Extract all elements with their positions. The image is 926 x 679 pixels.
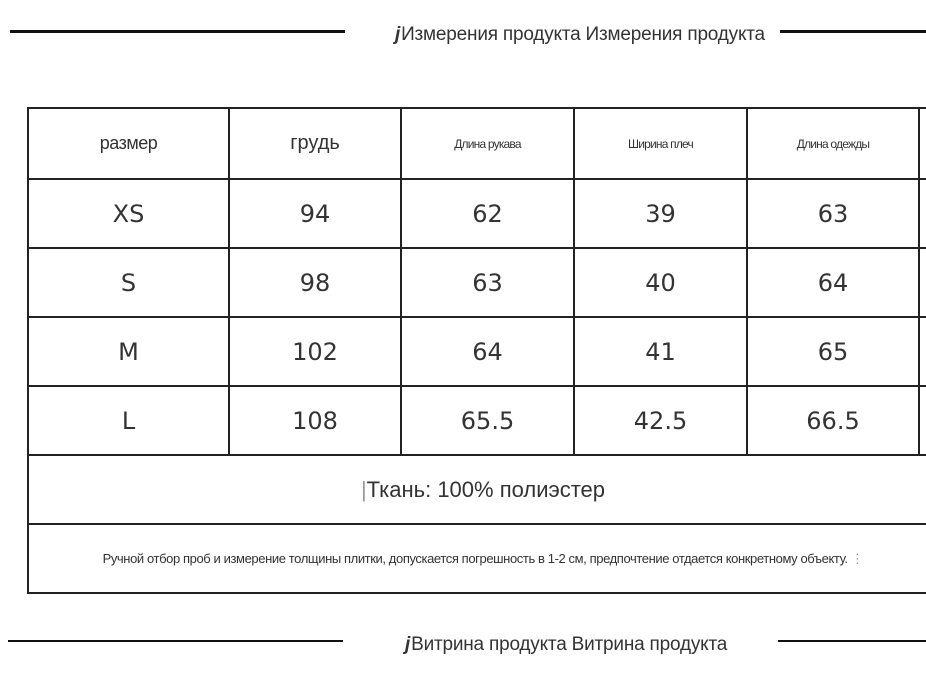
header-garment-length: Длина одежды [747, 108, 919, 179]
cell-size: M [28, 317, 229, 386]
cell-extra [919, 317, 926, 386]
header-shoulder-width: Ширина плеч [574, 108, 747, 179]
note-text: Ручной отбор проб и измерение толщины плитки, допускается погрешность в 1-2 см, предпочтение отдается конкретному объекту. [102, 550, 848, 566]
fabric-cell [28, 455, 926, 524]
note-mark: ⋮ [850, 550, 864, 566]
bottom-section-title-text: Витрина продукта Витрина продукта [411, 634, 728, 655]
top-left-rule [10, 30, 345, 33]
top-section-title [395, 24, 765, 46]
cell-length: 65 [747, 317, 919, 386]
cell-sleeve: 63 [401, 248, 574, 317]
cell-shoulder: 40 [574, 248, 747, 317]
header-size: размер [28, 108, 229, 179]
header-sleeve-length: Длина рукава [401, 108, 574, 179]
cell-extra [919, 248, 926, 317]
bottom-section-mark: j [405, 634, 411, 655]
cell-chest: 94 [229, 179, 401, 248]
cell-sleeve: 62 [401, 179, 574, 248]
cell-size: S [28, 248, 229, 317]
top-right-rule [780, 30, 926, 33]
note-row [28, 524, 926, 593]
top-section-mark: j [395, 24, 401, 45]
table-row [28, 248, 926, 317]
cell-extra [919, 179, 926, 248]
cell-shoulder: 41 [574, 317, 747, 386]
size-chart-table [27, 107, 926, 594]
cell-chest: 102 [229, 317, 401, 386]
note-cell [28, 524, 926, 593]
fabric-mark: | [360, 476, 367, 502]
table-row [28, 317, 926, 386]
bottom-section-title [405, 634, 727, 656]
header-row [28, 108, 926, 179]
bottom-right-rule [778, 640, 926, 642]
table-row [28, 179, 926, 248]
cell-length: 64 [747, 248, 919, 317]
cell-chest: 98 [229, 248, 401, 317]
cell-sleeve: 64 [401, 317, 574, 386]
cell-sleeve: 65.5 [401, 386, 574, 455]
fabric-text: Ткань: 100% полиэстер [366, 476, 606, 502]
header-extra-cell [919, 108, 926, 179]
cell-length: 63 [747, 179, 919, 248]
table-row [28, 386, 926, 455]
fabric-row [28, 455, 926, 524]
cell-shoulder: 39 [574, 179, 747, 248]
header-chest: грудь [229, 108, 401, 179]
cell-chest: 108 [229, 386, 401, 455]
cell-size: L [28, 386, 229, 455]
cell-extra [919, 386, 926, 455]
cell-shoulder: 42.5 [574, 386, 747, 455]
cell-length: 66.5 [747, 386, 919, 455]
cell-size: XS [28, 179, 229, 248]
bottom-left-rule [8, 640, 343, 642]
top-section-title-text: Измерения продукта Измерения продукта [401, 24, 765, 45]
